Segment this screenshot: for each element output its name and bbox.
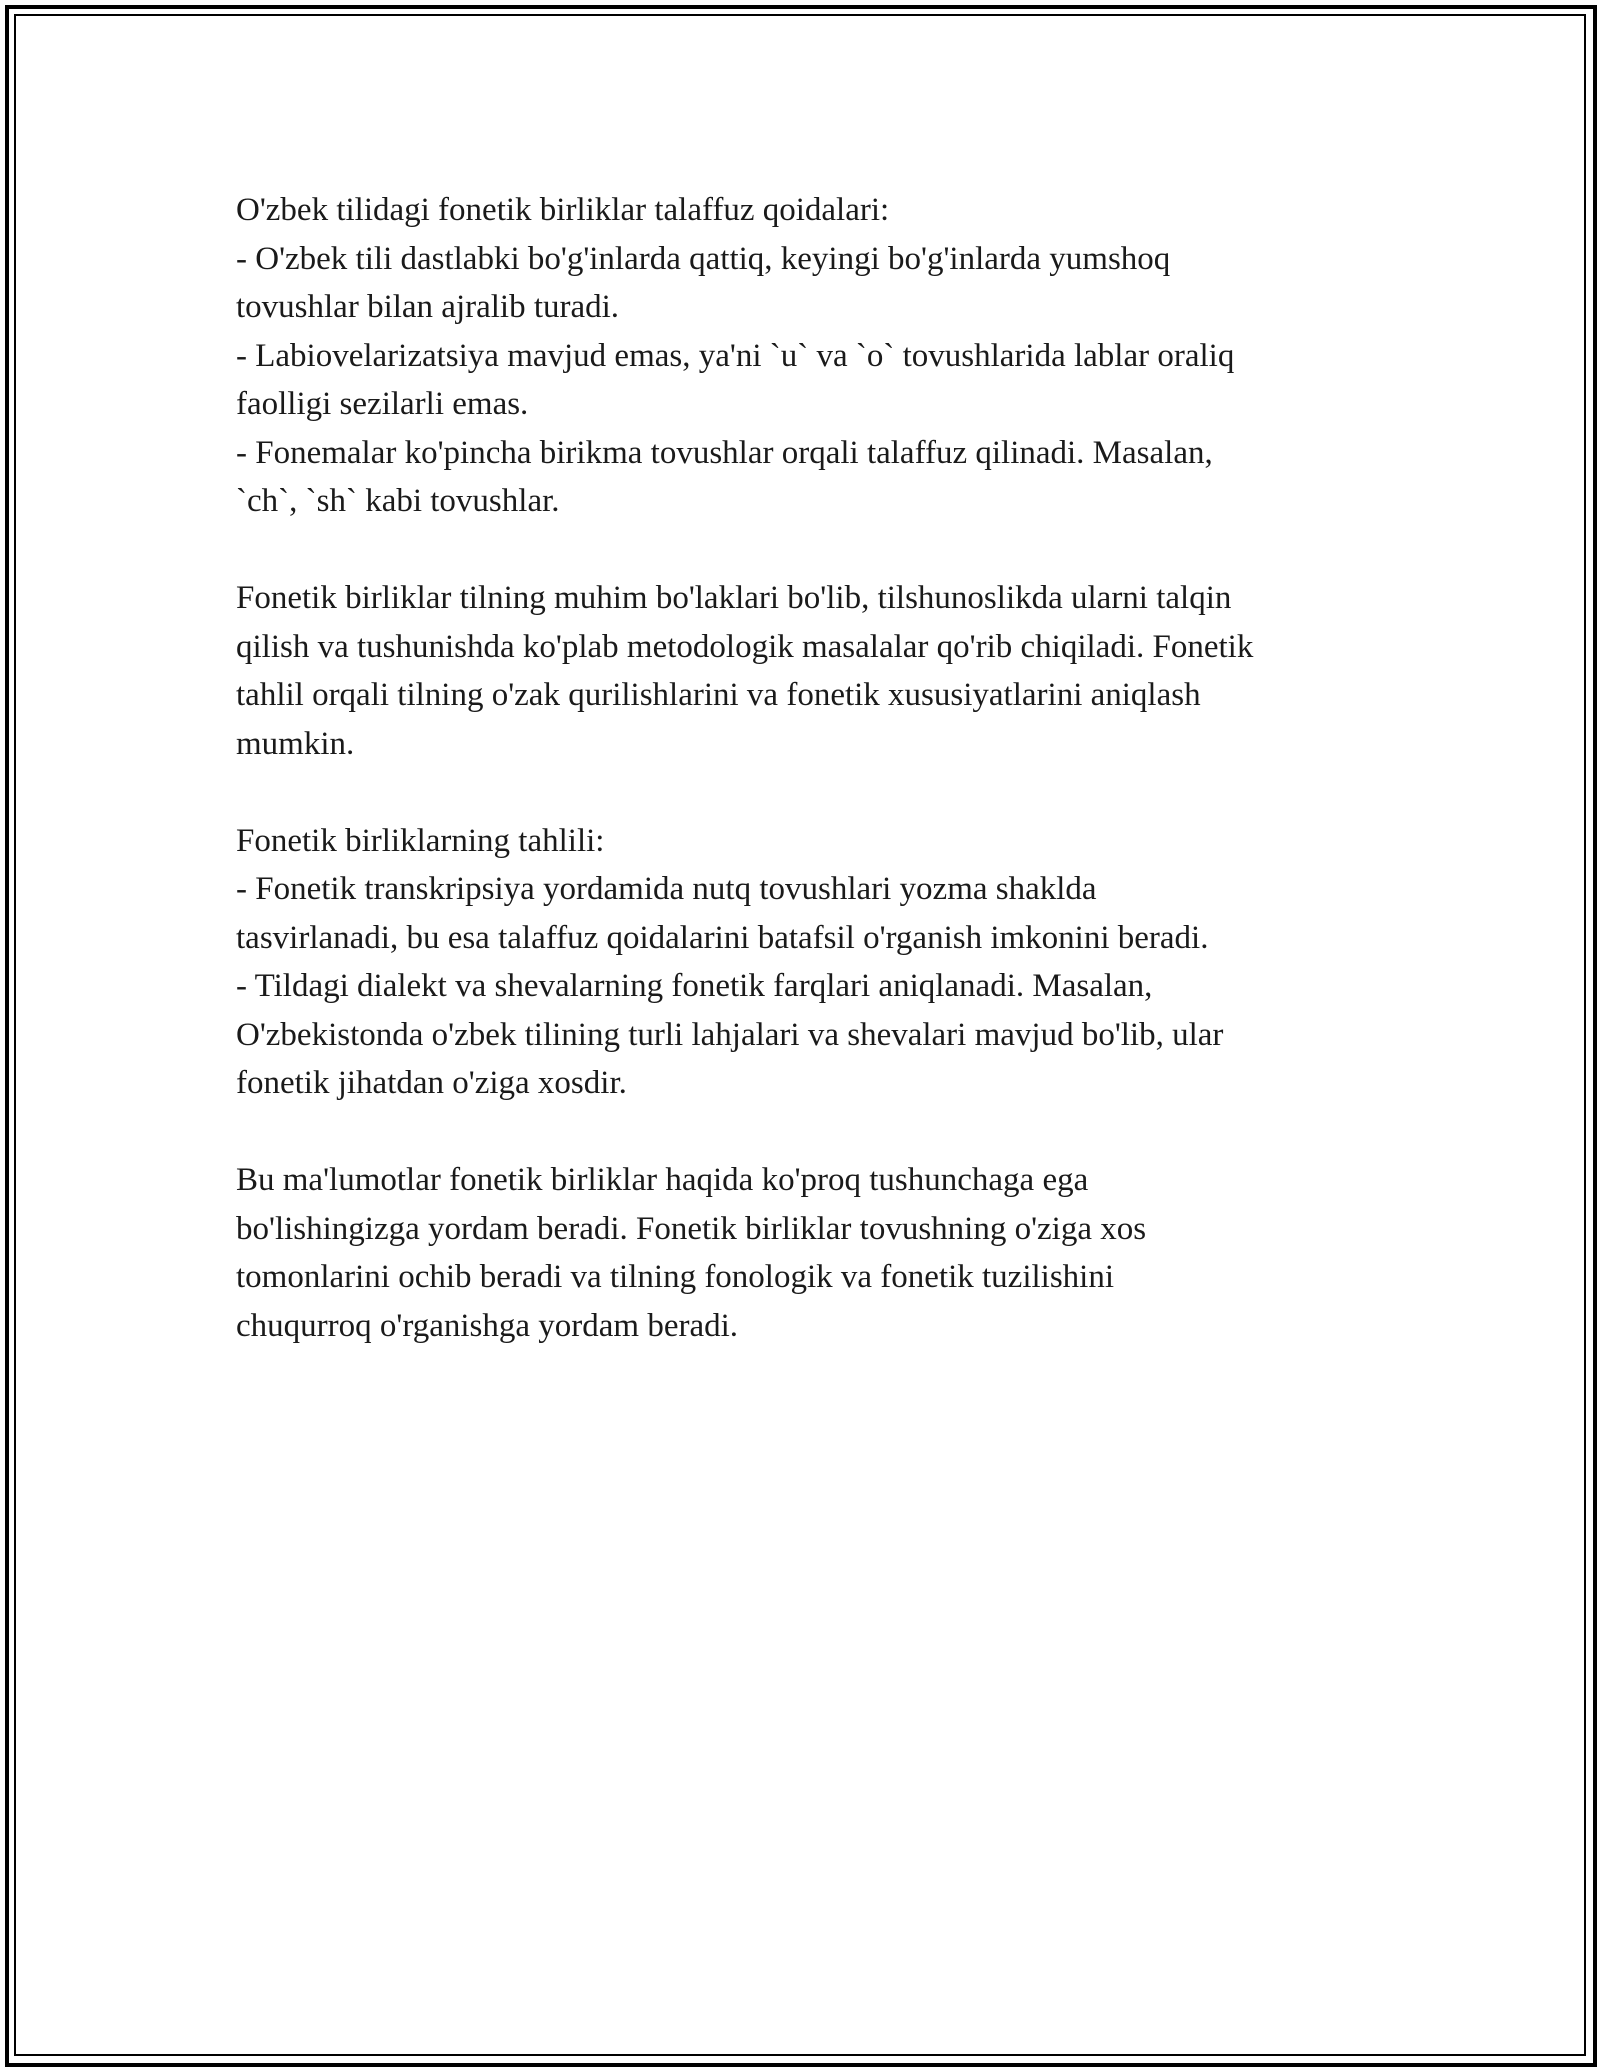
text-line: faolligi sezilarli emas. xyxy=(236,386,529,422)
document-body xyxy=(236,186,1386,1350)
paragraph-spacer xyxy=(236,768,1386,817)
paragraph-phonetic-units xyxy=(236,574,1386,768)
text-line: tomonlarini ochib beradi va tilning fonologik va fonetik tuzilishini xyxy=(236,1259,1115,1295)
section-pronunciation-rules xyxy=(236,186,1386,526)
text-line: Fonetik birliklar tilning muhim bo'laklari bo'lib, tilshunoslikda ularni talqin xyxy=(236,580,1232,616)
text-line: - Fonetik transkripsiya yordamida nutq tovushlari yozma shaklda xyxy=(236,871,1097,907)
text-line: mumkin. xyxy=(236,725,355,762)
text-line: tasvirlanadi, bu esa talaffuz qoidalarini batafsil o'rganish imkonini beradi. xyxy=(236,919,1209,956)
paragraph-spacer xyxy=(236,1108,1386,1157)
paragraph-spacer xyxy=(236,526,1386,575)
section-heading: Fonetik birliklarning tahlili: xyxy=(236,822,605,859)
text-line: tahlil orqali tilning o'zak qurilishlarini va fonetik xususiyatlarini aniqlash xyxy=(236,677,1201,713)
section-heading: O'zbek tilidagi fonetik birliklar talaffuz qoidalari: xyxy=(236,192,890,228)
text-line: - O'zbek tili dastlabki bo'g'inlarda qattiq, keyingi bo'g'inlarda yumshoq xyxy=(236,240,1171,277)
text-line: chuqurroq o'rganishga yordam beradi. xyxy=(236,1307,739,1344)
text-line: Bu ma'lumotlar fonetik birliklar haqida ko'proq tushunchaga ega xyxy=(236,1162,1089,1198)
text-line: tovushlar bilan ajralib turadi. xyxy=(236,289,620,325)
text-line: - Tildagi dialekt va shevalarning fonetik farqlari aniqlanadi. Masalan, xyxy=(236,968,1153,1004)
section-phonetic-analysis xyxy=(236,817,1386,1108)
text-line: bo'lishingizga yordam beradi. Fonetik birliklar tovushning o'ziga xos xyxy=(236,1210,1147,1247)
text-line: qilish va tushunishda ko'plab metodologik masalalar qo'rib chiqiladi. Fonetik xyxy=(236,628,1254,665)
text-line: `ch`, `sh` kabi tovushlar. xyxy=(236,483,560,519)
text-line: - Fonemalar ko'pincha birikma tovushlar orqali talaffuz qilinadi. Masalan, xyxy=(236,434,1213,471)
text-line: O'zbekistonda o'zbek tilining turli lahjalari va shevalari mavjud bo'lib, ular xyxy=(236,1016,1224,1053)
text-line: fonetik jihatdan o'ziga xosdir. xyxy=(236,1065,627,1101)
text-line: - Labiovelarizatsiya mavjud emas, ya'ni `u` va `o` tovushlarida lablar oraliq xyxy=(236,337,1235,374)
paragraph-conclusion xyxy=(236,1156,1386,1350)
